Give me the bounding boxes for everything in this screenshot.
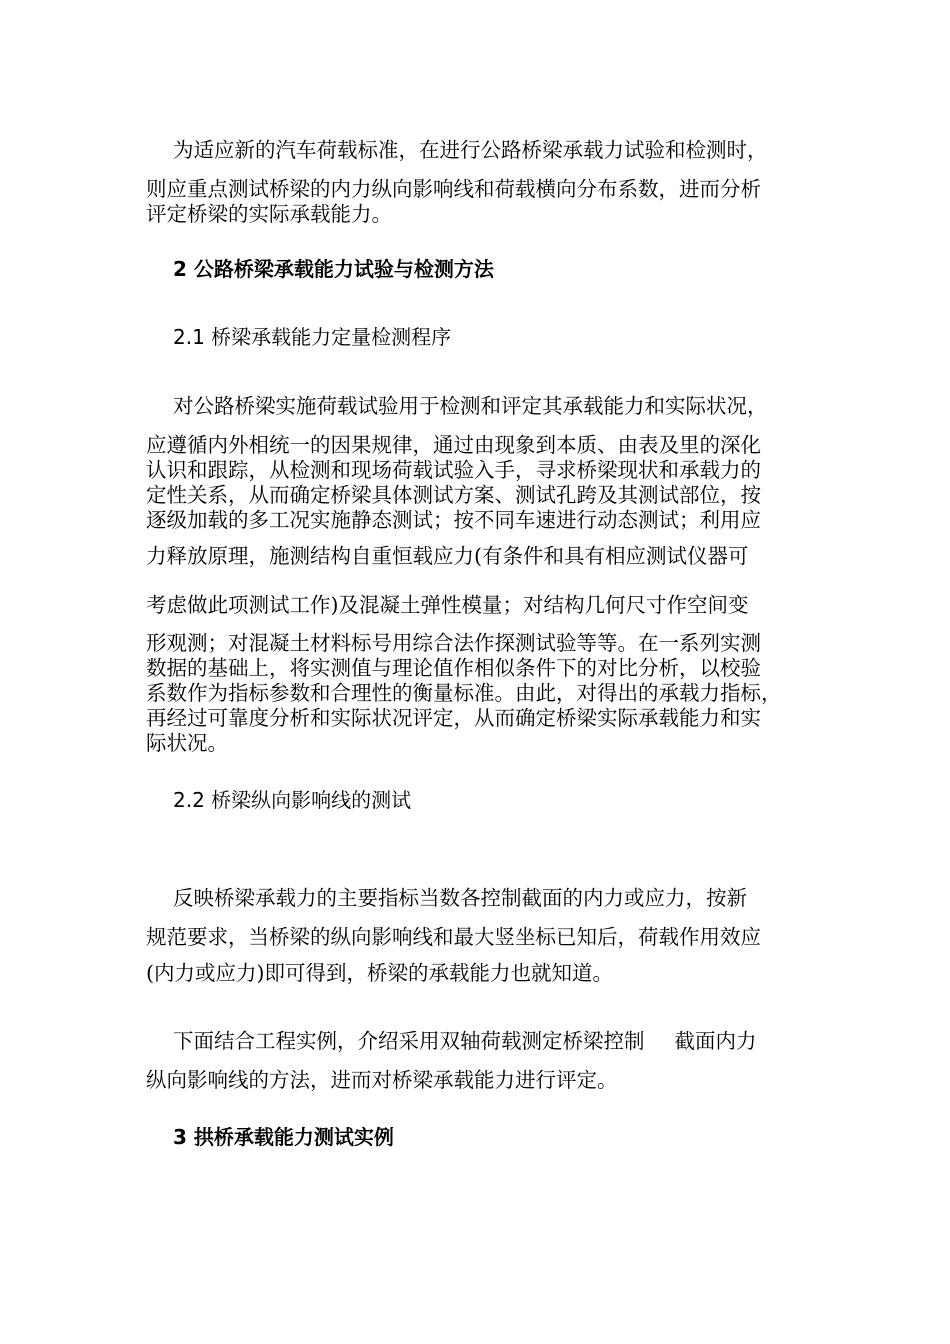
section-heading: 2 公路桥梁承载能力试验与检测方法: [173, 257, 494, 281]
paragraph-line: 应遵循内外相统一的因果规律，通过由现象到本质、由表及里的深化: [146, 433, 761, 457]
paragraph-line: 形观测；对混凝土材料标号用综合法作探测试验等等。在一系列实测: [146, 631, 761, 655]
paragraph-line: 逐级加载的多工况实施静态测试；按不同车速进行动态测试；利用应: [146, 508, 761, 532]
paragraph-line: 认识和跟踪，从检测和现场荷载试验入手，寻求桥梁现状和承载力的: [146, 458, 761, 482]
paragraph-line: [173, 1028, 757, 1054]
paragraph-line: 力释放原理，施测结构自重恒载应力(有条件和具有相应测试仪器可: [146, 544, 749, 568]
section-heading: 3 拱桥承载能力测试实例: [173, 1125, 394, 1149]
subsection-heading: 2.1 桥梁承载能力定量检测程序: [173, 325, 452, 349]
paragraph-line: 际状况。: [146, 731, 228, 755]
paragraph-line: 定性关系，从而确定桥梁具体测试方案、测试孔跨及其测试部位，按: [146, 483, 761, 507]
paragraph-line: 则应重点测试桥梁的内力纵向影响线和荷载横向分布系数，进而分析: [146, 177, 761, 201]
paragraph-line: 纵向影响线的方法，进而对桥梁承载能力进行评定。: [146, 1068, 618, 1092]
paragraph-line: 系数作为指标参数和合理性的衡量标准。由此，对得出的承载力指标，: [146, 681, 782, 705]
paragraph-line-segment: 下面结合工程实例，介绍采用双轴荷载测定桥梁控制: [173, 1029, 645, 1053]
subsection-heading: 2.2 桥梁纵向影响线的测试: [173, 788, 412, 812]
paragraph-line: 反映桥梁承载力的主要指标当数各控制截面的内力或应力，按新: [173, 886, 747, 910]
paragraph-line: 评定桥梁的实际承载能力。: [146, 202, 392, 226]
paragraph-line: 规范要求，当桥梁的纵向影响线和最大竖坐标已知后，荷载作用效应: [146, 925, 761, 949]
paragraph-line: 对公路桥梁实施荷载试验用于检测和评定其承载能力和实际状况，: [173, 394, 768, 418]
paragraph-line: 数据的基础上，将实测值与理论值作相似条件下的对比分析，以校验: [146, 656, 761, 680]
paragraph-line: 考虑做此项测试工作)及混凝土弹性模量；对结构几何尺寸作空间变: [146, 593, 749, 617]
paragraph-line-segment: 截面内力: [674, 1029, 757, 1053]
paragraph-line: (内力或应力)即可得到，桥梁的承载能力也就知道。: [146, 961, 613, 985]
paragraph-line: 为适应新的汽车荷载标准，在进行公路桥梁承载力试验和检测时，: [173, 138, 768, 162]
paragraph-line: 再经过可靠度分析和实际状况评定，从而确定桥梁实际承载能力和实: [146, 706, 761, 730]
